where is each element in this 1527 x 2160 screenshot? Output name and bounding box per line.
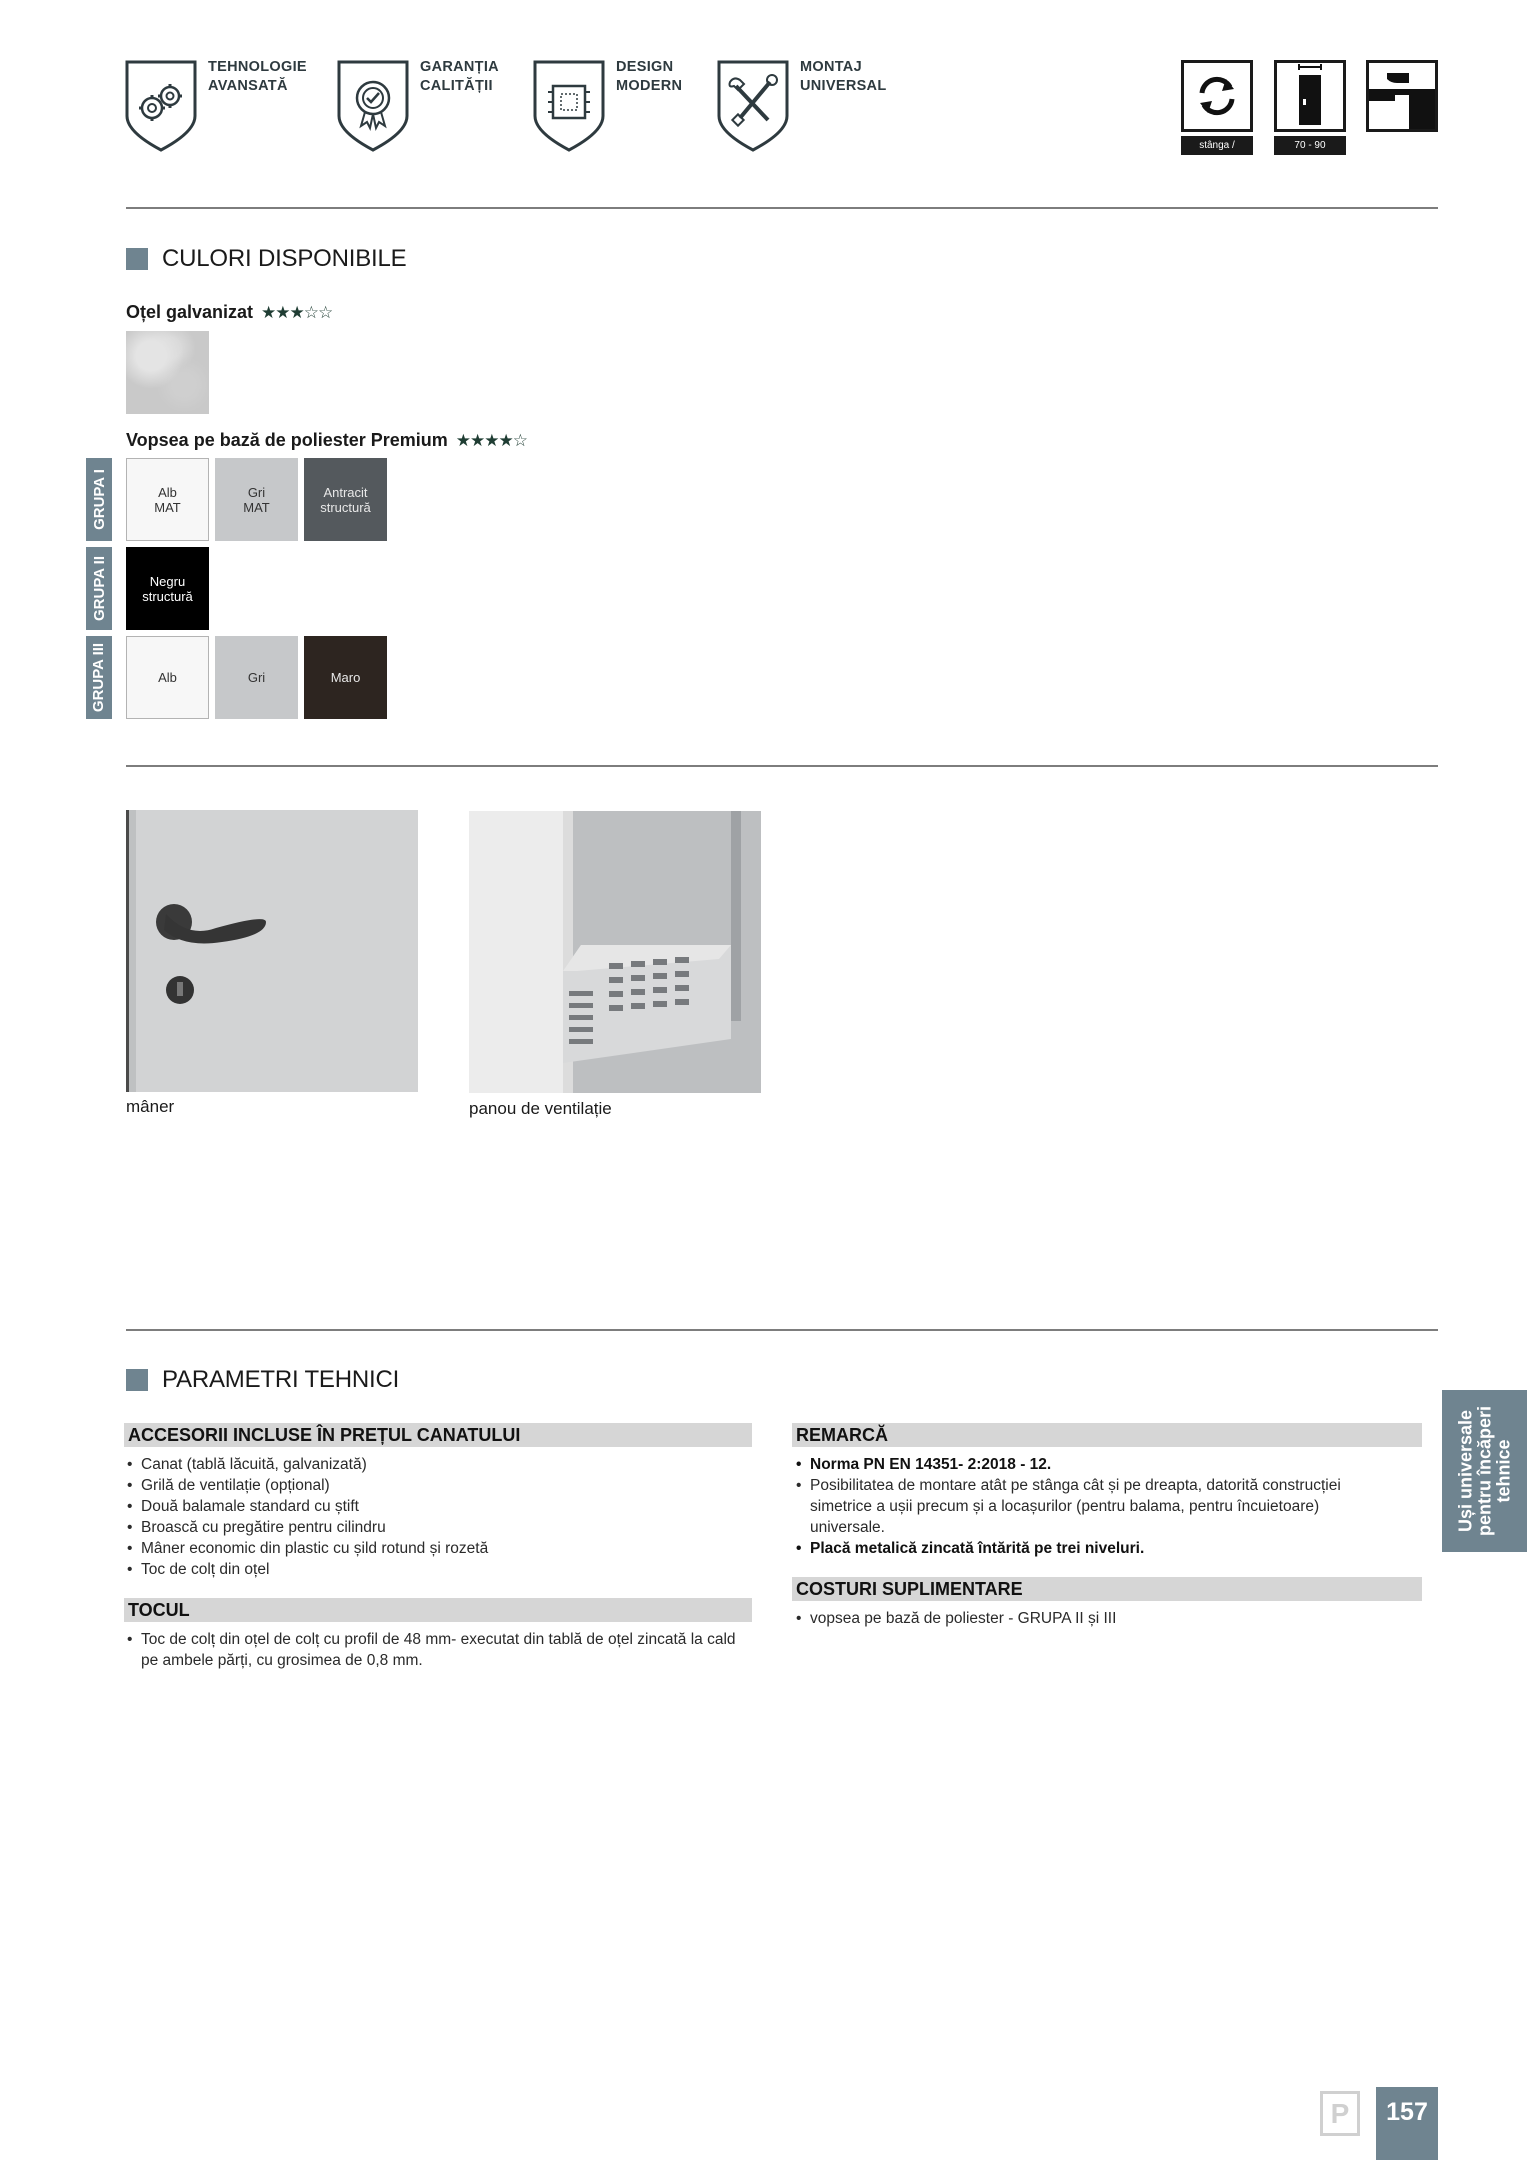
color-swatch: Alb (126, 636, 209, 719)
accessories-list (126, 1454, 746, 1580)
ventilation-caption: panou de ventilație (469, 1099, 612, 1118)
feature-label-line2: AVANSATĂ (208, 78, 288, 94)
color-swatch: Antracit structură (304, 458, 387, 541)
list-item: • Norma PN EN 14351- 2:2018 - 12. (795, 1454, 1395, 1475)
list-item: • Toc de colț din oțel (126, 1559, 746, 1580)
feature-label-line1: DESIGN (616, 59, 674, 75)
category-side-tab: Uși universale pentru încăperi tehnice (1442, 1390, 1527, 1552)
color-swatch: Gri (215, 636, 298, 719)
list-item: • Două balamale standard cu știft (126, 1496, 746, 1517)
galvanized-title-row (126, 302, 332, 323)
feature-label-line2: CALITĂȚII (420, 78, 493, 94)
params-section-title (126, 1366, 399, 1394)
color-swatch: Maro (304, 636, 387, 719)
quality-badge-icon (336, 58, 410, 152)
colors-section-title (126, 245, 406, 273)
group-label-2: GRUPA II (86, 547, 112, 630)
divider (126, 1329, 1438, 1331)
door-width-icon (1277, 63, 1343, 129)
extra-costs-list (795, 1608, 1395, 1629)
door-threshold-icon (1369, 63, 1435, 129)
feature-label-line1: TEHNOLOGIE (208, 59, 307, 75)
divider (126, 765, 1438, 767)
brand-logo: P (1320, 2091, 1360, 2136)
feature-quality-guarantee (336, 58, 499, 152)
galvanized-steel-swatch (126, 331, 209, 414)
reversible-spec-box (1181, 60, 1253, 132)
colors-title: CULORI DISPONIBILE (162, 245, 407, 272)
group-label-1: GRUPA I (86, 458, 112, 541)
color-swatch: Gri MAT (215, 458, 298, 541)
list-item: • Placă metalică zincată întărită pe trei niveluri. (795, 1538, 1395, 1559)
feature-advanced-technology (124, 58, 307, 152)
ventilation-panel-photo (469, 811, 761, 1093)
frame-heading: TOCUL (124, 1598, 752, 1622)
tools-icon (716, 58, 790, 152)
list-item: • Broască cu pregătire pentru cilindru (126, 1517, 746, 1538)
list-item: • Posibilitatea de montare atât pe stânga cât și pe dreapta, datorită construcției simetrice a ușii precum și a locașurilor (pentru balama, pentru încuietoare) universale. (795, 1475, 1395, 1538)
polyester-title-row (126, 430, 527, 451)
handle-photo (126, 810, 418, 1092)
list-item: • Canat (tablă lăcuită, galvanizată) (126, 1454, 746, 1475)
params-title: PARAMETRI TEHNICI (162, 1366, 400, 1393)
accessories-heading: ACCESORII INCLUSE ÎN PREȚUL CANATULUI (124, 1423, 752, 1447)
page-number: 157 (1376, 2087, 1438, 2160)
section-square-icon (126, 248, 148, 270)
color-swatch: Alb MAT (126, 458, 209, 541)
gears-icon (124, 58, 198, 152)
design-frame-icon (532, 58, 606, 152)
extra-costs-heading: COSTURI SUPLIMENTARE (792, 1577, 1422, 1601)
feature-universal-mounting (716, 58, 887, 152)
list-item: • Mâner economic din plastic cu șild rotund și rozetă (126, 1538, 746, 1559)
reversible-spec-label: stânga / dreapta (1181, 136, 1253, 155)
remark-list (795, 1454, 1395, 1559)
group-label-3: GRUPA III (86, 636, 112, 719)
rating-stars-icon: ★★★☆☆ (261, 302, 333, 322)
rating-stars-icon: ★★★★☆ (455, 430, 527, 450)
color-swatch: Negru structură (126, 547, 209, 630)
remark-heading: REMARCĂ (792, 1423, 1422, 1447)
list-item: • vopsea pe bază de poliester - GRUPA II și III (795, 1608, 1395, 1629)
list-item: • Grilă de ventilație (opțional) (126, 1475, 746, 1496)
door-width-spec-label: 70 - 90 (1274, 136, 1346, 155)
section-square-icon (126, 1369, 148, 1391)
galvanized-title: Oțel galvanizat (126, 302, 254, 322)
reversible-icon (1184, 63, 1250, 129)
list-item: • Toc de colț din oțel de colț cu profil de 48 mm- executat din tablă de oțel zincată la cald pe ambele părți, cu grosimea de 0,8 mm. (126, 1629, 754, 1671)
ventilation-panel-image (469, 811, 761, 1093)
feature-label-line1: MONTAJ (800, 59, 862, 75)
handle-caption: mâner (126, 1097, 175, 1116)
door-width-spec-box (1274, 60, 1346, 132)
polyester-title: Vopsea pe bază de poliester Premium (126, 430, 448, 450)
feature-modern-design (532, 58, 682, 152)
door-handle-image (126, 810, 418, 1092)
feature-label-line2: UNIVERSAL (800, 78, 887, 94)
feature-label-line2: MODERN (616, 78, 683, 94)
frame-list (126, 1629, 754, 1671)
threshold-spec-box (1366, 60, 1438, 132)
feature-label-line1: GARANȚIA (420, 59, 499, 75)
divider (126, 207, 1438, 209)
